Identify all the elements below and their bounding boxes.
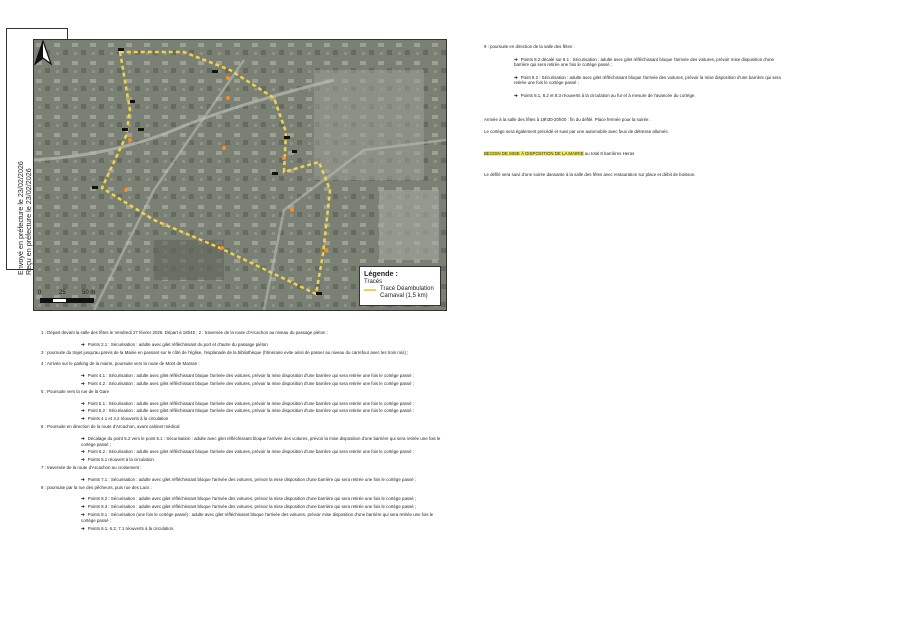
route-map xyxy=(33,39,447,311)
section-3: 3 : poursuite du trajet jusqu'au parvis de la Mairie en passant sur le côté de l'église, l'esplanade de la bibliothèque (l'itinéraire evite ainsi de passer au niveau du carrefour avec les trois rois) ; xyxy=(41,349,409,355)
list-item: ➔ Points 8.3 : Sécurisation : adulte avec gilet réfléchissant bloque l'arrivée des voitures, prévoir la mise disposition d'une barrière qui sera retirée une fois le cortège passé ; xyxy=(81,504,417,510)
map-legend xyxy=(359,266,441,306)
section-8: 8 : poursuite par la rue des pêcheurs, puis rue des Lacs : xyxy=(41,484,152,490)
scale-label: 0 xyxy=(38,290,42,296)
arrow-icon: ➔ xyxy=(81,504,85,510)
section-5: 5 : Poursuite vers la rue de la Gare xyxy=(41,388,110,394)
section-6: 6 : Poursuite en direction de la route d'Arcachon, avant cabinet médical xyxy=(41,423,180,429)
list-item: ➔ Point 5.1 : Sécurisation : adulte avec gilet réfléchissant bloque l'arrivée des voitures, prévoir la mise disposition d'une barrière qui sera retirée une fois le cortège passé ; xyxy=(81,400,414,406)
arrow-icon: ➔ xyxy=(81,496,85,502)
list-item: ➔ Points 2.1 : Sécurisation : adulte avec gilet réfléchissant du port et d'autre du passage piéton xyxy=(81,341,268,347)
legend-title: Légende : xyxy=(364,269,398,278)
arrival-text: Arrivée à la salle des fêtes à 19h30-20h00 : fin du défilé. Place fermée pour la soirée. xyxy=(484,116,650,122)
barrier-request: BESOIN DE MISE À DISPOSITION DE LA MAIRIE au total 8 barrières Heras xyxy=(484,150,635,156)
arrow-icon: ➔ xyxy=(81,435,85,441)
escort-text: Le cortège sera également précédé et suivi par une automobile avec feux de détresse allumés. xyxy=(484,129,669,135)
arrow-icon: ➔ xyxy=(81,380,85,386)
legend-layer: Tracés xyxy=(364,279,383,285)
highlighted-text: BESOIN DE MISE À DISPOSITION DE LA MAIRIE xyxy=(484,150,584,156)
list-item: ➔ Point 9.2 : Sécurisation : adulte avec gilet réfléchissant bloque l'arrivée des voitures, prévoir la mise disposition d'une barrière qui sera retirée une fois le cortège passé ; xyxy=(514,74,781,86)
arrow-icon: ➔ xyxy=(81,408,85,414)
north-arrow-icon xyxy=(34,40,52,66)
arrow-icon: ➔ xyxy=(514,92,518,98)
list-item: ➔ Points 6.1, 6.2, 7.1 réouverts à la circulation. xyxy=(81,525,175,531)
list-item: ➔ Point 6.2 : Sécurisation : adulte avec gilet réfléchissant bloque l'arrivée des voitures, prévoir la mise disposition d'une barrière qui sera retirée une fois le cortège passé ; xyxy=(81,449,414,455)
legend-item xyxy=(364,286,436,300)
section-4: 4 : Arrivée sur le parking de la mairie, poursuite vers la route de Mont de Marsan : xyxy=(41,361,200,367)
scale-label: 25 xyxy=(59,290,66,296)
list-item: ➔ Points 8.2 décalé sur 9.1 : Sécurisation : adulte avec gilet réfléchissant bloque l'arrivée des voitures, prévoir mise disposition d'une barrière qui sera retirée une fois le cortège passé ; xyxy=(514,56,774,68)
arrow-icon: ➔ xyxy=(81,341,85,347)
section-9-intro: 9 : poursuite en direction de la salle des fêtes : xyxy=(484,44,575,49)
route-swatch-icon xyxy=(364,289,376,291)
list-item: ➔ Points 7.1 : Sécurisation : adulte avec gilet réfléchissant bloque l'arrivée des voitures, prévoir la mise disposition d'une barrière qui sera retirée une fois le cortège passé ; xyxy=(81,476,417,482)
arrow-icon: ➔ xyxy=(514,56,518,62)
stamp-line: Reçu en préfecture le 23/02/2026 xyxy=(24,168,34,275)
legend-item-label: Tracé Déambulation Carnaval (1,5 km) xyxy=(380,286,434,299)
section-1: 1 : Départ devant la salle des fêtes le Vendredi 27 février 2026. Départ à 18h45 ; 2 : traversée de la route d'Arcachon au niveau du passage piéton : xyxy=(41,330,328,335)
section-7: 7 : traversée de la route d'Arcachon au croisement : xyxy=(41,464,142,470)
stamp-line: Envoyé en préfecture le 23/02/2026 xyxy=(16,161,25,275)
list-item: ➔ Points 8.1 : Sécurisation (une fois le cortège passé) : adulte avec gilet réfléchissant bloque l'arrivée des voitures, prévoir mise disposition d'une barrière qui sera retirée une fois le cortège passé ; xyxy=(81,511,434,523)
right-column-text xyxy=(484,44,784,185)
arrow-icon: ➔ xyxy=(81,373,85,379)
arrow-icon: ➔ xyxy=(514,74,518,80)
arrow-icon: ➔ xyxy=(81,525,85,531)
arrow-icon: ➔ xyxy=(81,416,85,422)
list-item: ➔ Point 4.2 : Sécurisation : adulte avec gilet réfléchissant bloque l'arrivée des voitures, prévoir la mise disposition d'une barrière qui sera retirée une fois le cortège passé ; xyxy=(81,380,414,386)
list-item: ➔ Point 5.2 : Sécurisation : adulte avec gilet réfléchissant bloque l'arrivée des voitures, prévoir la mise disposition d'une barrière qui sera retirée une fois le cortège passé ; xyxy=(81,408,414,414)
list-item: ➔ Décalage du point 5.2 vers le point 6.1 : Sécurisation : adulte avec gilet réfléchissant bloque l'arrivée des voitures, prévoir la mise disposition d'une barrière qui sera retirée une fois le cortège passé ; xyxy=(81,435,441,447)
closing-text: Le défilé sera suivi d'une soirée dansante à la salle des fêtes avec restauration sur place et débit de boisson. xyxy=(484,172,696,178)
list-item: ➔ Points 4.1 et 4.2 réouverts à la circulation xyxy=(81,416,169,422)
list-item: ➔ Points 8.2 : Sécurisation : adulte avec gilet réfléchissant bloque l'arrivée des voitures, prévoir la mise disposition d'une barrière qui sera retirée une fois le cortège passé ; xyxy=(81,496,417,502)
scale-label: 50 m xyxy=(82,290,96,296)
bottom-itinerary-text xyxy=(41,330,441,533)
arrow-icon: ➔ xyxy=(81,476,85,482)
arrow-icon: ➔ xyxy=(81,457,85,463)
arrow-icon: ➔ xyxy=(81,400,85,406)
list-item: ➔ Point 4.1 : Sécurisation : adulte avec gilet réfléchissant bloque l'arrivée des voitures, prévoir la mise disposition d'une barrière qui sera retirée une fois le cortège passé ; xyxy=(81,373,414,379)
arrow-icon: ➔ xyxy=(81,511,85,517)
arrow-icon: ➔ xyxy=(81,449,85,455)
list-item: ➔ Points 5.1 réouvert à la circulation. xyxy=(81,457,156,463)
list-item: ➔ Points 8.1, 8.2 et 8.3 réouverts à la circulation au fur et à mesure de l'avancée du cortège. xyxy=(514,92,696,98)
scale-bar xyxy=(40,298,94,303)
